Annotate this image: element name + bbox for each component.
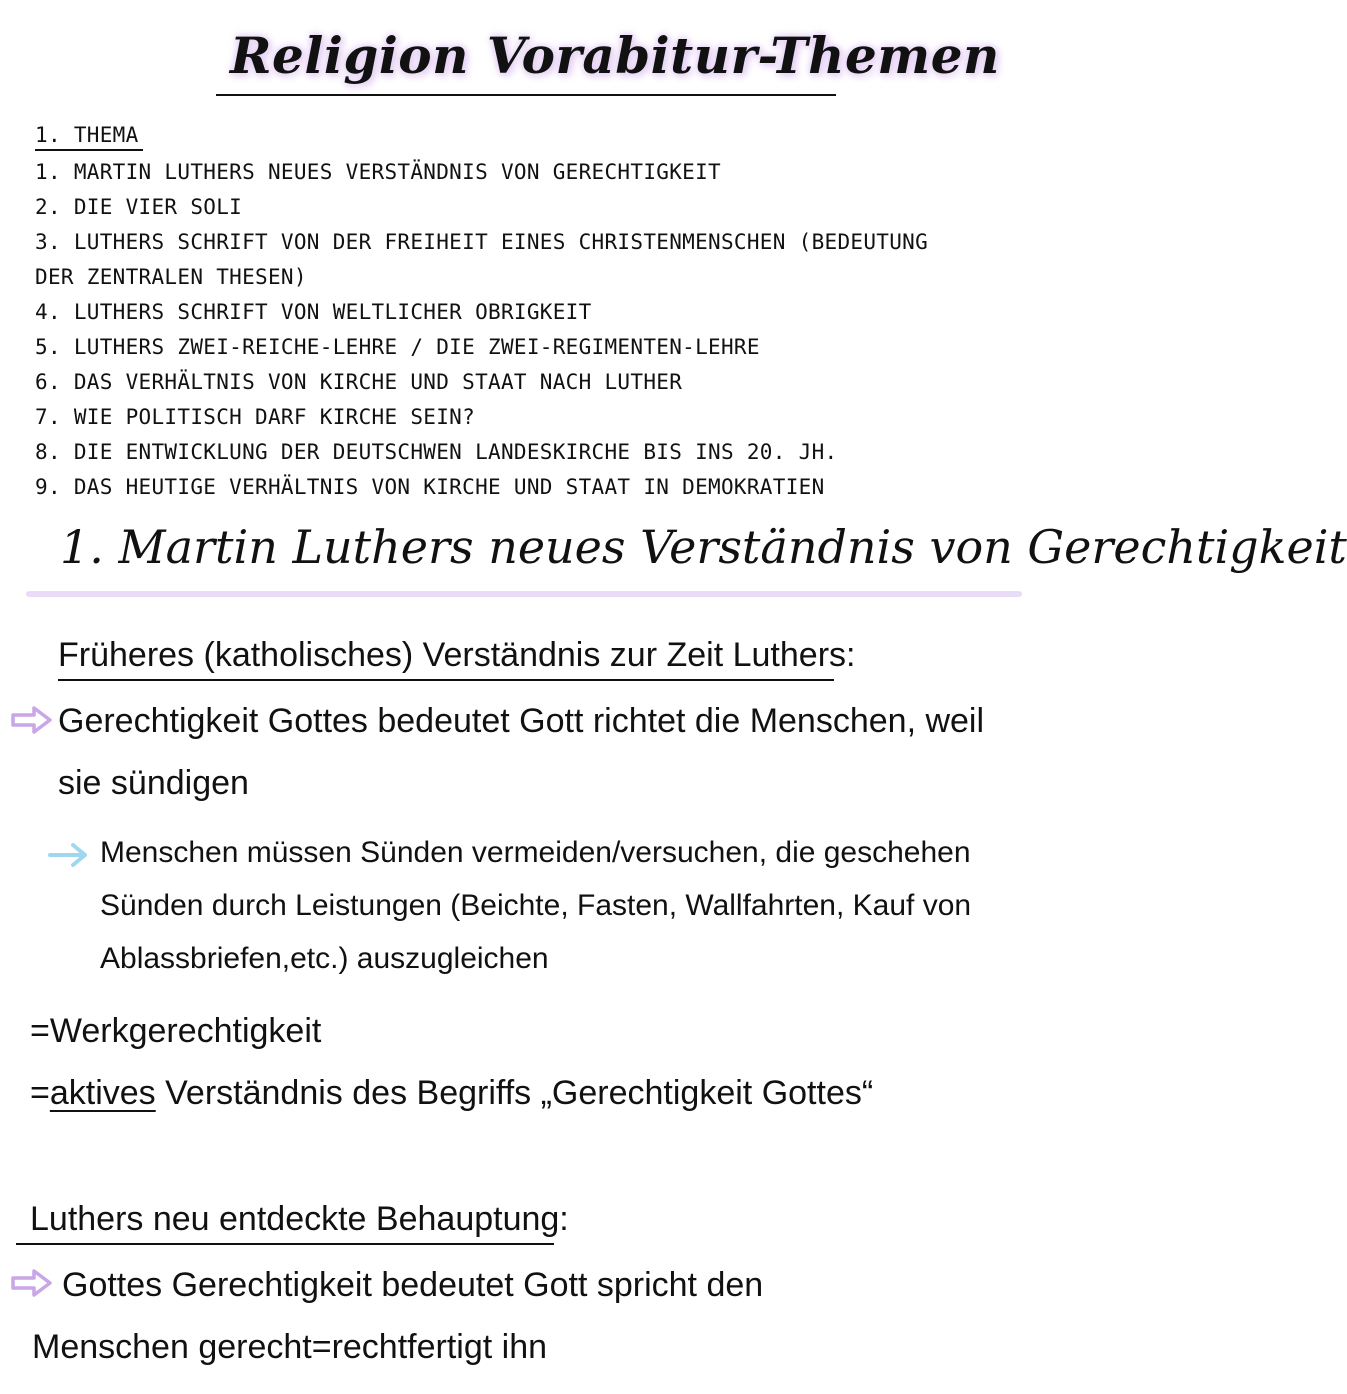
aktives-prefix: = [30, 1074, 50, 1112]
topic-list-heading: 1. THEMA [35, 122, 143, 151]
aktives-verstaendnis-line [30, 1074, 873, 1113]
page-title: Religion Vorabitur-Themen [230, 26, 1000, 85]
title-block [216, 14, 1000, 100]
werkgerechtigkeit-line: =Werkgerechtigkeit [30, 1012, 322, 1050]
earlier-heading-underline [58, 679, 834, 681]
topic-item-7: 7. WIE POLITISCH DARF KIRCHE SEIN? [35, 405, 476, 429]
earlier-understanding-heading: Früheres (katholisches) Verständnis zur Zeit Luthers: [58, 636, 856, 674]
topic-item-3: 3. LUTHERS SCHRIFT VON DER FREIHEIT EINES CHRISTENMENSCHEN (BEDEUTUNG DER ZENTRALEN THESEN) [35, 230, 942, 289]
topic-item-5: 5. LUTHERS ZWEI-REICHE-LEHRE / DIE ZWEI-REGIMENTEN-LEHRE [35, 335, 760, 359]
topic-item-4: 4. LUTHERS SCHRIFT VON WELTLICHER OBRIGKEIT [35, 300, 592, 324]
aktives-underlined-word: aktives [49, 1074, 156, 1112]
topic-item-9: 9. DAS HEUTIGE VERHÄLTNIS VON KIRCHE UND STAAT IN DEMOKRATIEN [35, 475, 825, 499]
topic-item-8: 8. DIE ENTWICKLUNG DER DEUTSCHWEN LANDESKIRCHE BIS INS 20. JH. [35, 440, 838, 464]
section-heading-underline [26, 591, 1022, 597]
topic-item-2: 2. DIE VIER SOLI [35, 195, 243, 219]
arrow-right-outline-icon [10, 705, 54, 735]
aktives-rest: Verständnis des Begriffs „Gerechtigkeit Gottes“ [155, 1074, 874, 1112]
luther-claim-text: Gottes Gerechtigkeit bedeutet Gott spricht den Menschen gerecht=rechtfertigt ihn [32, 1266, 764, 1366]
topic-item-6: 6. DAS VERHÄLTNIS VON KIRCHE UND STAAT NACH LUTHER [35, 370, 683, 394]
luther-claim-heading: Luthers neu entdeckte Behauptung: [30, 1200, 569, 1238]
luther-heading-underline [16, 1243, 554, 1245]
arrow-right-thin-icon [46, 840, 92, 870]
earlier-point-text: Gerechtigkeit Gottes bedeutet Gott richtet die Menschen, weil sie sündigen [58, 702, 985, 802]
earlier-consequence-text: Menschen müssen Sünden vermeiden/versuchen, die geschehen Sünden durch Leistungen (Beichte, Fasten, Wallfahrten, Kauf von Ablassbriefen,etc.) auszugleichen [100, 836, 972, 975]
topic-item-1: 1. MARTIN LUTHERS NEUES VERSTÄNDNIS VON GERECHTIGKEIT [35, 160, 721, 184]
topic-list [35, 118, 1055, 505]
section-heading: 1. Martin Luthers neues Verständnis von Gerechtigkeit [60, 520, 1347, 574]
title-underline [216, 94, 836, 96]
